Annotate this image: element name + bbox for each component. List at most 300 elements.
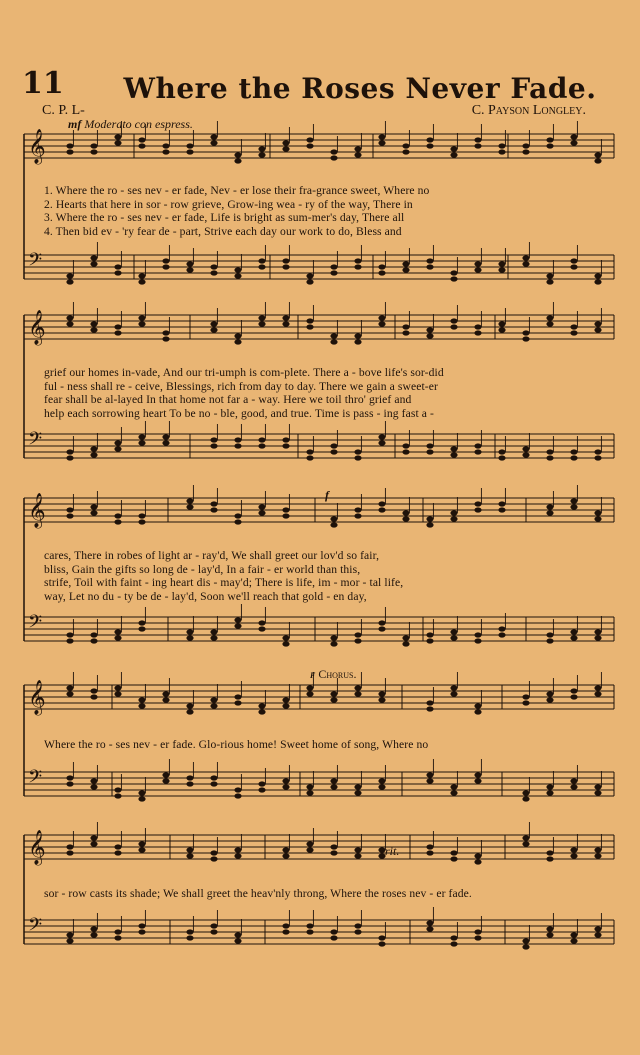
note-head <box>426 522 433 527</box>
note-head <box>498 321 505 326</box>
note-head <box>594 510 601 515</box>
note-head <box>114 134 121 139</box>
note-head <box>402 449 409 454</box>
note-head <box>138 841 145 846</box>
note-head <box>258 781 265 786</box>
note-head <box>450 152 457 157</box>
note-head <box>186 781 193 786</box>
note-head <box>186 261 193 266</box>
note-head <box>426 638 433 643</box>
note-head <box>378 134 385 139</box>
note-head <box>378 935 385 940</box>
note-head <box>306 841 313 846</box>
note-head <box>66 315 73 320</box>
note-head <box>282 513 289 518</box>
note-head <box>114 519 121 524</box>
note-head <box>546 273 553 278</box>
note-head <box>474 632 481 637</box>
note-head <box>426 333 433 338</box>
note-head <box>138 923 145 928</box>
note-head <box>594 321 601 326</box>
note-head <box>90 784 97 789</box>
note-head <box>330 270 337 275</box>
note-head <box>282 929 289 934</box>
note-head <box>474 443 481 448</box>
note-head <box>306 847 313 852</box>
note-head <box>282 321 289 326</box>
note-head <box>546 510 553 515</box>
note-head <box>282 847 289 852</box>
note-head <box>450 635 457 640</box>
note-head <box>186 149 193 154</box>
note-head <box>234 273 241 278</box>
note-head <box>234 333 241 338</box>
note-head <box>354 339 361 344</box>
note-head <box>570 330 577 335</box>
note-head <box>258 709 265 714</box>
note-head <box>474 507 481 512</box>
note-head <box>210 327 217 332</box>
note-head <box>330 333 337 338</box>
note-head <box>474 703 481 708</box>
note-head <box>402 330 409 335</box>
note-head <box>90 321 97 326</box>
note-head <box>234 847 241 852</box>
note-head <box>234 443 241 448</box>
note-head <box>450 850 457 855</box>
note-head <box>474 778 481 783</box>
note-head <box>450 318 457 323</box>
note-head <box>234 152 241 157</box>
lyrics-system-1 <box>44 184 612 238</box>
note-head <box>378 270 385 275</box>
note-head <box>258 626 265 631</box>
note-head <box>186 853 193 858</box>
note-head <box>306 790 313 795</box>
note-head <box>450 941 457 946</box>
note-head <box>162 697 169 702</box>
note-head <box>594 790 601 795</box>
note-head <box>162 330 169 335</box>
note-head <box>570 324 577 329</box>
note-head <box>138 697 145 702</box>
note-head <box>474 772 481 777</box>
note-head <box>402 443 409 448</box>
note-head <box>66 691 73 696</box>
note-head <box>498 632 505 637</box>
note-head <box>450 446 457 451</box>
note-head <box>474 929 481 934</box>
note-head <box>378 941 385 946</box>
note-head <box>570 778 577 783</box>
hymn-title: Where the Roses Never Fade. <box>123 72 597 105</box>
note-head <box>594 327 601 332</box>
note-head <box>330 339 337 344</box>
note-head <box>546 632 553 637</box>
note-head <box>354 146 361 151</box>
note-head <box>282 635 289 640</box>
note-head <box>138 620 145 625</box>
note-head <box>330 784 337 789</box>
note-head <box>546 321 553 326</box>
note-head <box>594 279 601 284</box>
note-head <box>426 264 433 269</box>
note-head <box>90 327 97 332</box>
note-head <box>210 697 217 702</box>
note-head <box>474 449 481 454</box>
note-head <box>546 856 553 861</box>
note-head <box>90 632 97 637</box>
note-head <box>450 856 457 861</box>
note-head <box>474 935 481 940</box>
note-head <box>402 510 409 515</box>
note-head <box>354 455 361 460</box>
note-head <box>234 694 241 699</box>
note-head <box>378 315 385 320</box>
note-head <box>378 697 385 702</box>
note-head <box>258 152 265 157</box>
note-head <box>570 629 577 634</box>
note-head <box>66 775 73 780</box>
note-head <box>498 507 505 512</box>
note-head <box>258 264 265 269</box>
bass-clef-icon: 𝄢 <box>28 612 43 637</box>
note-head <box>306 455 313 460</box>
note-head <box>66 632 73 637</box>
note-head <box>306 929 313 934</box>
note-head <box>570 847 577 852</box>
note-head <box>426 449 433 454</box>
note-head <box>522 446 529 451</box>
note-head <box>90 510 97 515</box>
note-head <box>354 847 361 852</box>
note-head <box>306 318 313 323</box>
note-head <box>546 790 553 795</box>
note-head <box>546 638 553 643</box>
note-head <box>594 629 601 634</box>
note-head <box>114 140 121 145</box>
note-head <box>330 935 337 940</box>
note-head <box>522 143 529 148</box>
note-head <box>570 694 577 699</box>
note-head <box>114 513 121 518</box>
note-head <box>138 790 145 795</box>
note-head <box>162 691 169 696</box>
note-head <box>138 519 145 524</box>
note-head <box>354 258 361 263</box>
note-head <box>354 513 361 518</box>
note-head <box>378 626 385 631</box>
note-head <box>114 330 121 335</box>
note-head <box>210 775 217 780</box>
note-head <box>90 638 97 643</box>
note-head <box>594 691 601 696</box>
note-head <box>258 146 265 151</box>
note-head <box>570 140 577 145</box>
note-head <box>426 258 433 263</box>
note-head <box>282 784 289 789</box>
note-head <box>546 315 553 320</box>
note-head <box>114 629 121 634</box>
note-head <box>330 850 337 855</box>
note-head <box>66 321 73 326</box>
lyrics-system-3 <box>44 549 612 603</box>
note-head <box>474 853 481 858</box>
note-head <box>594 158 601 163</box>
note-head <box>282 697 289 702</box>
note-head <box>522 336 529 341</box>
lyric-line: ful - ness shall re - ceive, Blessings, rich from day to day. There we gain a sweet-er <box>44 379 438 393</box>
note-head <box>138 273 145 278</box>
note-head <box>402 516 409 521</box>
note-head <box>138 626 145 631</box>
note-head <box>378 140 385 145</box>
note-head <box>114 929 121 934</box>
treble-clef-icon: 𝄞 <box>28 830 46 865</box>
note-head <box>546 449 553 454</box>
note-head <box>210 507 217 512</box>
note-head <box>378 507 385 512</box>
treble-clef-icon: 𝄞 <box>28 310 46 345</box>
note-head <box>378 620 385 625</box>
note-head <box>474 859 481 864</box>
lyric-line: sor - row casts its shade; We shall greet the heav'nly throng, Where the roses nev - er fade. <box>44 887 472 900</box>
note-head <box>282 437 289 442</box>
note-head <box>138 143 145 148</box>
note-head <box>186 935 193 940</box>
note-head <box>546 137 553 142</box>
note-head <box>522 261 529 266</box>
note-head <box>114 440 121 445</box>
lyric-line: Where the ro - ses nev - er fade. Glo-rious home! Sweet home of song, Where no <box>44 738 429 751</box>
note-head <box>210 443 217 448</box>
note-head <box>138 315 145 320</box>
note-head <box>306 279 313 284</box>
note-head <box>66 273 73 278</box>
note-head <box>378 501 385 506</box>
note-head <box>330 691 337 696</box>
note-head <box>570 853 577 858</box>
note-head <box>234 938 241 943</box>
note-head <box>378 440 385 445</box>
note-head <box>186 635 193 640</box>
note-head <box>66 938 73 943</box>
note-head <box>570 258 577 263</box>
note-head <box>594 926 601 931</box>
note-head <box>426 850 433 855</box>
note-head <box>426 700 433 705</box>
note-head <box>186 143 193 148</box>
chorus-dynamic: f <box>310 667 316 681</box>
note-head <box>114 844 121 849</box>
note-head <box>450 629 457 634</box>
note-head <box>162 772 169 777</box>
note-head <box>402 261 409 266</box>
bass-clef-icon: 𝄢 <box>28 915 43 940</box>
note-head <box>570 938 577 943</box>
lyrics-system-4 <box>44 738 612 752</box>
note-head <box>354 784 361 789</box>
note-head <box>450 146 457 151</box>
note-head <box>210 703 217 708</box>
note-head <box>354 685 361 690</box>
note-head <box>138 279 145 284</box>
note-head <box>162 264 169 269</box>
note-head <box>570 264 577 269</box>
note-head <box>138 929 145 934</box>
note-head <box>210 635 217 640</box>
note-head <box>282 703 289 708</box>
note-head <box>90 778 97 783</box>
note-head <box>234 519 241 524</box>
note-head <box>138 434 145 439</box>
note-head <box>330 155 337 160</box>
note-head <box>330 516 337 521</box>
note-head <box>426 926 433 931</box>
note-head <box>354 449 361 454</box>
note-head <box>546 926 553 931</box>
note-head <box>426 327 433 332</box>
note-head <box>114 270 121 275</box>
note-head <box>66 850 73 855</box>
note-head <box>498 149 505 154</box>
note-head <box>426 920 433 925</box>
note-head <box>210 629 217 634</box>
note-head <box>546 504 553 509</box>
note-head <box>330 522 337 527</box>
note-head <box>354 264 361 269</box>
forte-mark: f <box>325 488 329 502</box>
note-head <box>162 336 169 341</box>
note-head <box>450 270 457 275</box>
note-head <box>594 273 601 278</box>
note-head <box>330 443 337 448</box>
note-head <box>306 691 313 696</box>
note-head <box>210 264 217 269</box>
note-head <box>282 853 289 858</box>
note-head <box>354 691 361 696</box>
note-head <box>282 146 289 151</box>
note-head <box>114 850 121 855</box>
note-head <box>450 790 457 795</box>
lyric-line: fear shall be al-layed In that home not far a - way. Here we toil thro' grief and <box>44 393 412 406</box>
note-head <box>210 134 217 139</box>
note-head <box>354 632 361 637</box>
note-head <box>186 709 193 714</box>
note-head <box>522 790 529 795</box>
note-head <box>234 932 241 937</box>
note-head <box>378 778 385 783</box>
note-head <box>66 513 73 518</box>
note-head <box>474 137 481 142</box>
note-head <box>282 641 289 646</box>
note-head <box>522 700 529 705</box>
note-head <box>330 635 337 640</box>
note-head <box>594 449 601 454</box>
note-head <box>354 790 361 795</box>
note-head <box>474 638 481 643</box>
bass-clef-icon: 𝄢 <box>28 767 43 792</box>
note-head <box>210 850 217 855</box>
note-head <box>258 504 265 509</box>
note-head <box>522 149 529 154</box>
note-head <box>66 279 73 284</box>
note-head <box>210 781 217 786</box>
note-head <box>234 623 241 628</box>
note-head <box>114 787 121 792</box>
note-head <box>258 437 265 442</box>
lyric-line: 3. Where the ro - ses nev - er fade, Life is bright as sum-mer's day, There all <box>44 211 405 224</box>
note-head <box>138 796 145 801</box>
note-head <box>90 143 97 148</box>
note-head <box>546 691 553 696</box>
note-head <box>594 853 601 858</box>
treble-clef-icon: 𝄞 <box>28 680 46 715</box>
note-head <box>90 841 97 846</box>
lyric-line: 2. Hearts that here in sor - row grieve, Grow-ing wea - ry of the way, There in <box>44 197 413 211</box>
note-head <box>330 641 337 646</box>
note-head <box>90 835 97 840</box>
note-head <box>162 143 169 148</box>
note-head <box>450 276 457 281</box>
note-head <box>426 706 433 711</box>
note-head <box>594 685 601 690</box>
note-head <box>426 778 433 783</box>
note-head <box>402 635 409 640</box>
note-head <box>258 443 265 448</box>
note-head <box>330 929 337 934</box>
note-head <box>66 638 73 643</box>
note-head <box>522 330 529 335</box>
note-head <box>210 140 217 145</box>
note-head <box>186 775 193 780</box>
note-head <box>546 143 553 148</box>
note-head <box>594 516 601 521</box>
note-head <box>234 437 241 442</box>
note-head <box>450 784 457 789</box>
note-head <box>522 835 529 840</box>
note-head <box>210 501 217 506</box>
note-head <box>354 923 361 928</box>
note-head <box>138 321 145 326</box>
note-head <box>282 923 289 928</box>
note-head <box>282 258 289 263</box>
lyric-line: way, Let no du - ty be de - lay'd, Soon we'll reach that gold - en day, <box>44 589 367 603</box>
note-head <box>450 691 457 696</box>
note-head <box>546 697 553 702</box>
note-head <box>354 333 361 338</box>
note-head <box>282 140 289 145</box>
note-head <box>66 507 73 512</box>
note-head <box>114 685 121 690</box>
note-head <box>546 932 553 937</box>
note-head <box>330 149 337 154</box>
note-head <box>426 632 433 637</box>
note-head <box>234 787 241 792</box>
note-head <box>522 694 529 699</box>
note-head <box>330 844 337 849</box>
note-head <box>570 498 577 503</box>
note-head <box>522 944 529 949</box>
note-head <box>66 449 73 454</box>
note-head <box>450 510 457 515</box>
note-head <box>210 270 217 275</box>
note-head <box>114 264 121 269</box>
note-head <box>450 516 457 521</box>
note-head <box>234 617 241 622</box>
note-head <box>282 507 289 512</box>
note-head <box>138 137 145 142</box>
